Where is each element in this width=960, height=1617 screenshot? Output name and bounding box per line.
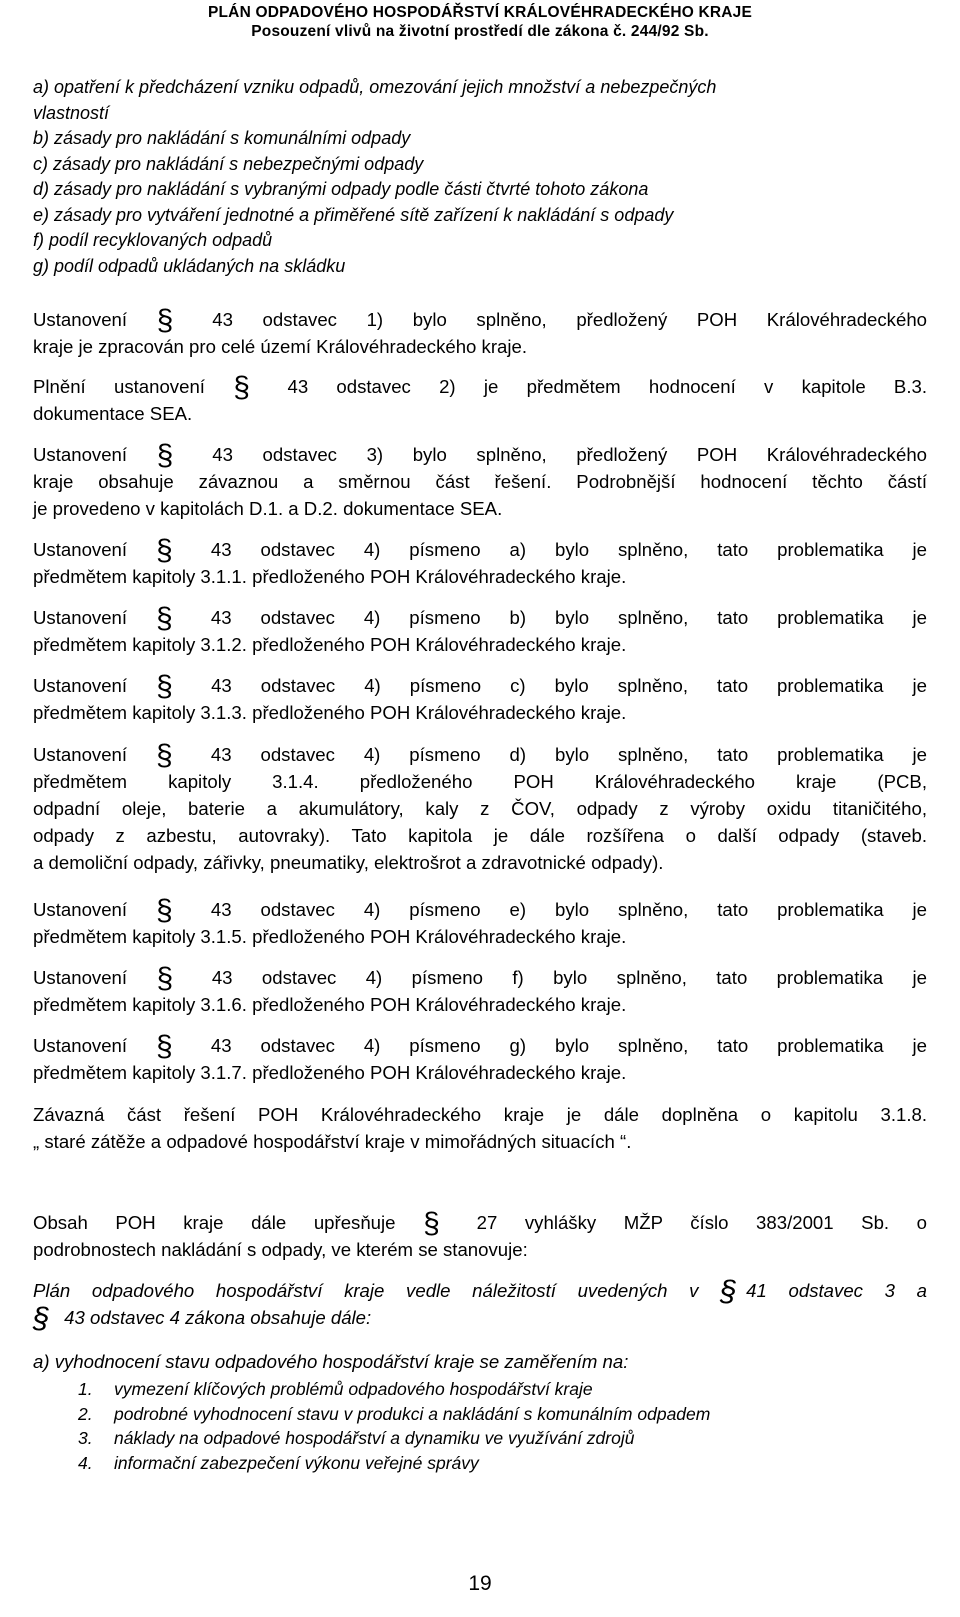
paragraph	[33, 1032, 927, 1086]
text-run: předmětem kapitoly 3.1.5. předloženého POH Královéhradeckého kraje.	[33, 926, 627, 947]
header-title: PLÁN ODPADOVÉHO HOSPODÁŘSTVÍ KRÁLOVÉHRADECKÉHO KRAJE	[207, 4, 753, 21]
text-run: 43 odstavec 4) písmeno b) bylo splněno, tato problematika je	[181, 607, 927, 628]
intro-list-item: a) opatření k předcházení vzniku odpadů, omezování jejich množství a nebezpečných	[33, 77, 717, 97]
text-run: odpadní oleje, baterie a akumulátory, kaly z ČOV, odpady z výroby oxidu titaničitého,	[33, 798, 927, 819]
text-run: dokumentace SEA.	[33, 403, 193, 424]
paragraph	[33, 1101, 927, 1155]
intro-list-item: d) zásady pro nakládání s vybranými odpady podle části čtvrté tohoto zákona	[33, 179, 649, 199]
text-run: kraje je zpracován pro celé území Královéhradeckého kraje.	[33, 336, 528, 357]
text-run: podrobnostech nakládání s odpady, ve kterém se stanovuje:	[33, 1239, 528, 1260]
item-number: 3.	[78, 1428, 93, 1448]
text-run: „ staré zátěže a odpadové hospodářství kraje v mimořádných situacích “.	[33, 1131, 632, 1152]
paragraph-line	[33, 1207, 927, 1240]
text-run: Plán odpadového hospodářství kraje vedle náležitostí uvedených v	[33, 1280, 721, 1301]
numbered-list	[78, 1377, 710, 1475]
numbered-list-item	[78, 1426, 710, 1451]
paragraph-line	[33, 1275, 927, 1308]
paragraph	[33, 604, 927, 658]
paragraph-line	[33, 1236, 927, 1263]
paragraph	[33, 373, 927, 427]
text-run: Ustanovení	[33, 309, 157, 330]
paragraph-line	[33, 1059, 927, 1086]
text-run: Závazná část řešení POH Královéhradeckého kraje je dále doplněna o kapitolu 3.1.8.	[33, 1104, 927, 1125]
text-run: Ustanovení	[33, 967, 157, 988]
header-subtitle: Posouzení vlivů na životní prostředí dle zákona č. 244/92 Sb.	[251, 23, 709, 40]
paragraph	[33, 964, 927, 1018]
item-number: 4.	[78, 1452, 93, 1473]
item-number: 2.	[78, 1403, 93, 1424]
text-run: předmětem kapitoly 3.1.1. předloženého POH Královéhradeckého kraje.	[33, 566, 627, 587]
text-run: 41 odstavec 3 a	[746, 1280, 927, 1301]
text-run: 43 odstavec 4) písmeno c) bylo splněno, tato problematika je	[182, 675, 927, 696]
section-sign: §	[720, 1275, 737, 1308]
text-run: 43 odstavec 1) bylo splněno, předložený POH Královéhradeckého	[182, 309, 928, 330]
paragraph-line	[33, 495, 927, 522]
intro-list-item: vlastností	[33, 102, 110, 123]
paragraph-line	[33, 670, 927, 703]
section-sign: §	[156, 439, 174, 472]
paragraph	[33, 536, 927, 590]
text-run: Ustanovení	[33, 675, 157, 696]
paragraph	[33, 1209, 927, 1263]
section-sign: §	[155, 602, 173, 635]
text-run: Obsah POH kraje dále upřesňuje	[33, 1212, 424, 1233]
section-sign: §	[233, 371, 250, 404]
section-sign: §	[33, 1302, 50, 1335]
paragraph	[33, 306, 927, 360]
text-run: předmětem kapitoly 3.1.7. předloženého POH Královéhradeckého kraje.	[33, 1062, 627, 1083]
text-run: 43 odstavec 4 zákona obsahuje dále:	[59, 1307, 372, 1328]
paragraph-line	[33, 534, 927, 567]
paragraph-line	[33, 739, 927, 772]
text-run: kraje obsahuje závaznou a směrnou část řešení. Podrobnější hodnocení těchto částí	[33, 471, 927, 492]
item-text: informační zabezpečení výkonu veřejné správy	[114, 1452, 479, 1473]
section-sign: §	[155, 894, 173, 927]
text-run: a demoliční odpady, zářivky, pneumatiky, elektrošrot a zdravotnické odpady).	[33, 852, 664, 873]
text-run: 43 odstavec 4) písmeno f) bylo splněno, tato problematika je	[182, 967, 927, 988]
item-text: vymezení klíčových problémů odpadového hospodářství kraje	[114, 1379, 593, 1399]
section-sign: §	[155, 1030, 173, 1063]
section-sign: §	[156, 962, 174, 995]
paragraph-line	[33, 602, 927, 635]
paragraph	[33, 1275, 927, 1335]
text-run: 27 vyhlášky MŽP číslo 383/2001 Sb. o	[449, 1212, 927, 1233]
text-run: 43 odstavec 4) písmeno g) bylo splněno, tato problematika je	[181, 1035, 927, 1056]
section-sign: §	[156, 304, 174, 337]
numbered-list-item	[78, 1451, 710, 1476]
section-sign: §	[156, 670, 173, 703]
intro-list	[33, 75, 927, 279]
numbered-list-item	[78, 1377, 710, 1402]
text-run: Ustanovení	[33, 444, 157, 465]
text-run: Ustanovení	[33, 744, 156, 765]
numbered-list-item	[78, 1402, 710, 1427]
text-run: Ustanovení	[33, 539, 156, 560]
paragraph-line	[33, 1302, 927, 1335]
paragraph	[33, 741, 927, 876]
paragraph-line	[33, 400, 927, 427]
intro-list-item: b) zásady pro nakládání s komunálními odpady	[33, 128, 411, 148]
text-run: předmětem kapitoly 3.1.4. předloženého POH Královéhradeckého kraje (PCB,	[33, 771, 927, 792]
text-run: Plnění ustanovení	[33, 376, 234, 397]
item-text: podrobné vyhodnocení stavu v produkci a nakládání s komunálním odpadem	[114, 1403, 711, 1424]
paragraph-line	[33, 304, 928, 337]
paragraph-line	[33, 699, 927, 726]
section-sign: §	[155, 739, 173, 772]
paragraph-line	[33, 768, 927, 795]
paragraph-line	[33, 1128, 927, 1155]
text-run: 43 odstavec 4) písmeno d) bylo splněno, tato problematika je	[181, 744, 927, 765]
text-run: 43 odstavec 3) bylo splněno, předložený POH Královéhradeckého	[182, 444, 928, 465]
paragraph-line	[33, 1101, 927, 1128]
paragraph	[33, 441, 927, 522]
text-run: 43 odstavec 2) je předmětem hodnocení v kapitole B.3.	[259, 376, 927, 397]
paragraph-line	[33, 849, 927, 876]
paragraph	[33, 896, 927, 950]
text-run: 43 odstavec 4) písmeno a) bylo splněno, tato problematika je	[181, 539, 927, 560]
item-number: 1.	[78, 1379, 93, 1399]
section-sign: §	[155, 534, 173, 567]
text-run: předmětem kapitoly 3.1.2. předloženého POH Královéhradeckého kraje.	[33, 634, 627, 655]
page-number: 19	[468, 1572, 492, 1595]
paragraph-line	[33, 894, 927, 927]
paragraph-line	[33, 333, 927, 360]
text-run: předmětem kapitoly 3.1.6. předloženého POH Královéhradeckého kraje.	[33, 994, 627, 1015]
text-run: 43 odstavec 4) písmeno e) bylo splněno, tato problematika je	[181, 899, 927, 920]
paragraph	[33, 672, 927, 726]
intro-list-item: f) podíl recyklovaných odpadů	[33, 230, 273, 250]
paragraph-line	[33, 1030, 927, 1063]
text-run: odpady z azbestu, autovraky). Tato kapitola je dále rozšířena o další odpady (staveb.	[33, 825, 927, 846]
paragraph-line	[33, 468, 927, 495]
paragraph-line	[33, 563, 927, 590]
intro-list-item: g) podíl odpadů ukládaných na skládku	[33, 255, 346, 276]
text-run: je provedeno v kapitolách D.1. a D.2. dokumentace SEA.	[33, 498, 503, 519]
sub-heading: a) vyhodnocení stavu odpadového hospodářství kraje se zaměřením na:	[33, 1351, 629, 1372]
paragraph-line	[33, 923, 927, 950]
paragraph-line	[33, 991, 927, 1018]
paragraph-line	[33, 795, 927, 822]
section-sign: §	[423, 1207, 440, 1240]
paragraph-line	[33, 962, 927, 995]
text-run: Ustanovení	[33, 1035, 156, 1056]
text-run: předmětem kapitoly 3.1.3. předloženého POH Královéhradeckého kraje.	[33, 702, 627, 723]
intro-list-item: e) zásady pro vytváření jednotné a přiměřené sítě zařízení k nakládání s odpady	[33, 204, 674, 225]
intro-list-item: c) zásady pro nakládání s nebezpečnými odpady	[33, 153, 424, 174]
text-run: Ustanovení	[33, 607, 156, 628]
paragraph-line	[33, 822, 927, 849]
item-text: náklady na odpadové hospodářství a dynamiku ve využívání zdrojů	[114, 1428, 635, 1448]
paragraph-line	[33, 371, 927, 404]
paragraph-line	[33, 439, 928, 472]
paragraph-line	[33, 631, 927, 658]
text-run: Ustanovení	[33, 899, 156, 920]
